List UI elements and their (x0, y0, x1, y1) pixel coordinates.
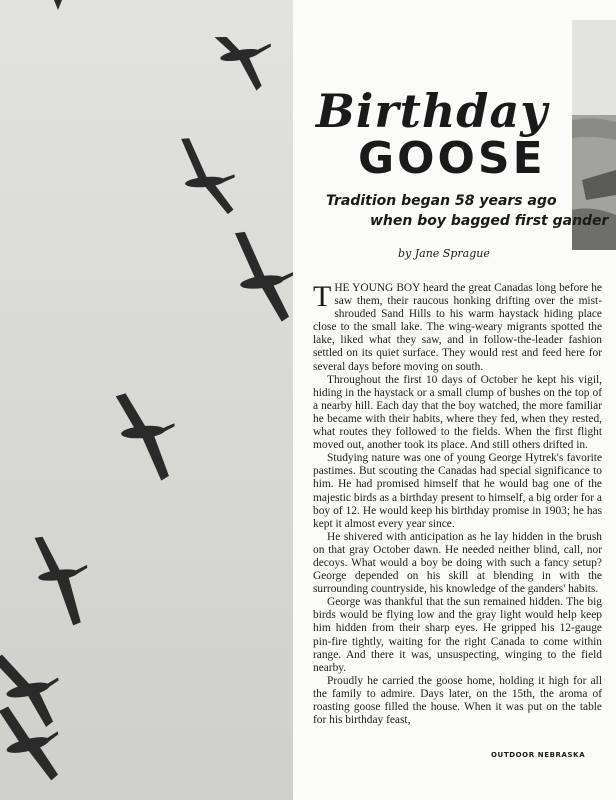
geese-illustration (0, 0, 293, 800)
subtitle-line-1: Tradition began 58 years ago (326, 193, 557, 209)
flying-geese-photo (0, 0, 293, 800)
article-paragraph: Proudly he carried the goose home, holding it high for all the family to admire. Days later, on the 15th, the aroma of roasting goose filled the house. When it was put on the table for his birthday feast, (313, 674, 602, 727)
byline: by Jane Sprague (398, 247, 490, 260)
subtitle-line-2: when boy bagged first gander (370, 213, 609, 229)
paragraph-text: HE YOUNG BOY heard the great Canadas long before he saw them, their raucous honking drifting over the mist-shrouded Sand Hills to his warm haystack hiding place close to the small lake. The wing-weary migrants spotted the lake, liked what they saw, and in follow-the-leader fashion settled on its quiet surface. They would rest and feed here for several days before moving on south. (313, 282, 602, 373)
publication-footer: OUTDOOR NEBRASKA (491, 751, 586, 759)
article-body (313, 282, 602, 748)
title-main: GOOSE (358, 133, 546, 184)
title-script: Birthday (316, 84, 548, 138)
article-paragraph: George was thankful that the sun remained hidden. The big birds would be flying low and the gray light would help keep him hidden from their sharp eyes. He gripped his 12-gauge pin-fire tightly, waiting for the right Canada to come within range. And there it was, unsuspecting, winging to the field nearby. (313, 596, 602, 674)
drop-cap: T (313, 282, 332, 313)
article-paragraph: He shivered with anticipation as he lay hidden in the brush on that gray October dawn. He needed neither blind, call, nor decoys. What would a boy be doing with such a fancy setup? George depended on his skill at blending in with the surrounding countryside, his knowledge of the ganders' habits. (313, 530, 602, 596)
article-paragraph: Studying nature was one of young George Hytrek's favorite pastimes. But scouting the Canadas had special significance to him. He had promised himself that he would bag one of the majestic birds as a birthday present to himself, a big order for a boy of 12. He would keep his birthday promise in 1903; he has kept it almost every year since. (313, 452, 602, 530)
article-paragraph (313, 282, 602, 374)
article-paragraph: Throughout the first 10 days of October he kept his vigil, hiding in the haystack or a small clump of bushes on the top of a nearby hill. Each day that the boy watched, the more familiar he became with their habits, where they fed, when they rested, what routes they followed to the fields. When the first flight moved out, another took its place. And still others drifted in. (313, 373, 602, 452)
